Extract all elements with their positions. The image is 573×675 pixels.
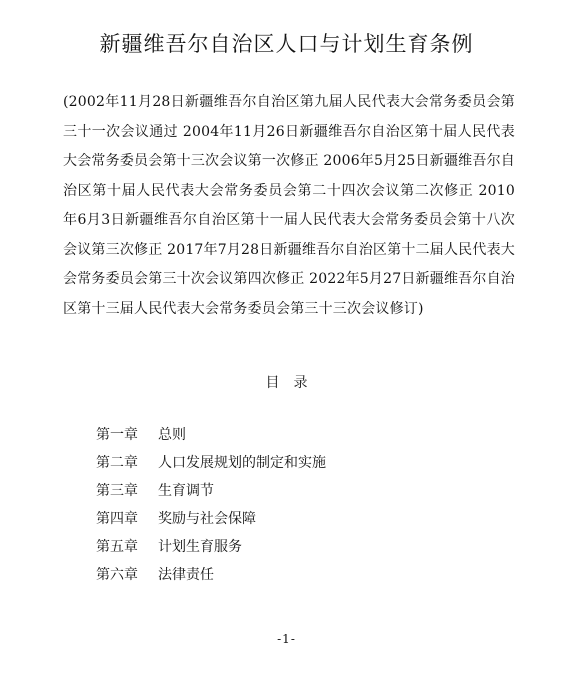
toc-chapter-number: 第三章 — [96, 483, 138, 499]
toc-item-chapter-2 — [96, 452, 326, 480]
toc-chapter-title: 计划生育服务 — [158, 539, 242, 555]
toc-heading: 目录 — [265, 375, 322, 391]
toc-item-chapter-1 — [96, 424, 326, 452]
toc-item-chapter-3 — [96, 480, 326, 508]
toc-chapter-title: 总则 — [158, 427, 186, 443]
toc-chapter-title: 人口发展规划的制定和实施 — [158, 455, 326, 471]
toc-chapter-title: 奖励与社会保障 — [158, 511, 256, 527]
toc-chapter-title: 生育调节 — [158, 483, 214, 499]
toc-chapter-number: 第一章 — [96, 427, 138, 443]
toc-chapter-number: 第四章 — [96, 511, 138, 527]
page-number: -1- — [277, 632, 296, 646]
document-preamble: (2002年11月28日新疆维吾尔自治区第九届人民代表大会常务委员会第三十一次会议通过 2004年11月26日新疆维吾尔自治区第十届人民代表大会常务委员会第十三次会议第一次修正 2006年5月25日新疆维吾尔自治区第十届人民代表大会常务委员会第二十四次会议第二次修正 2010年6月3日新疆维吾尔自治区第十一届人民代表大会常务委员会第十八次会议第三次修正 2017年7月28日新疆维吾尔自治区第十二届人民代表大会常务委员会第三十次会议第四次修正 2022年5月27日新疆维吾尔自治区第十三届人民代表大会常务委员会第三十三次会议修订) — [63, 94, 515, 317]
toc-chapter-number: 第六章 — [96, 567, 138, 583]
toc-item-chapter-5 — [96, 536, 326, 564]
toc-item-chapter-4 — [96, 508, 326, 536]
toc-item-chapter-6 — [96, 564, 326, 592]
document-title: 新疆维吾尔自治区人口与计划生育条例 — [99, 32, 474, 56]
toc-chapter-title: 法律责任 — [158, 567, 214, 583]
table-of-contents — [96, 424, 326, 592]
toc-chapter-number: 第二章 — [96, 455, 138, 471]
toc-chapter-number: 第五章 — [96, 539, 138, 555]
